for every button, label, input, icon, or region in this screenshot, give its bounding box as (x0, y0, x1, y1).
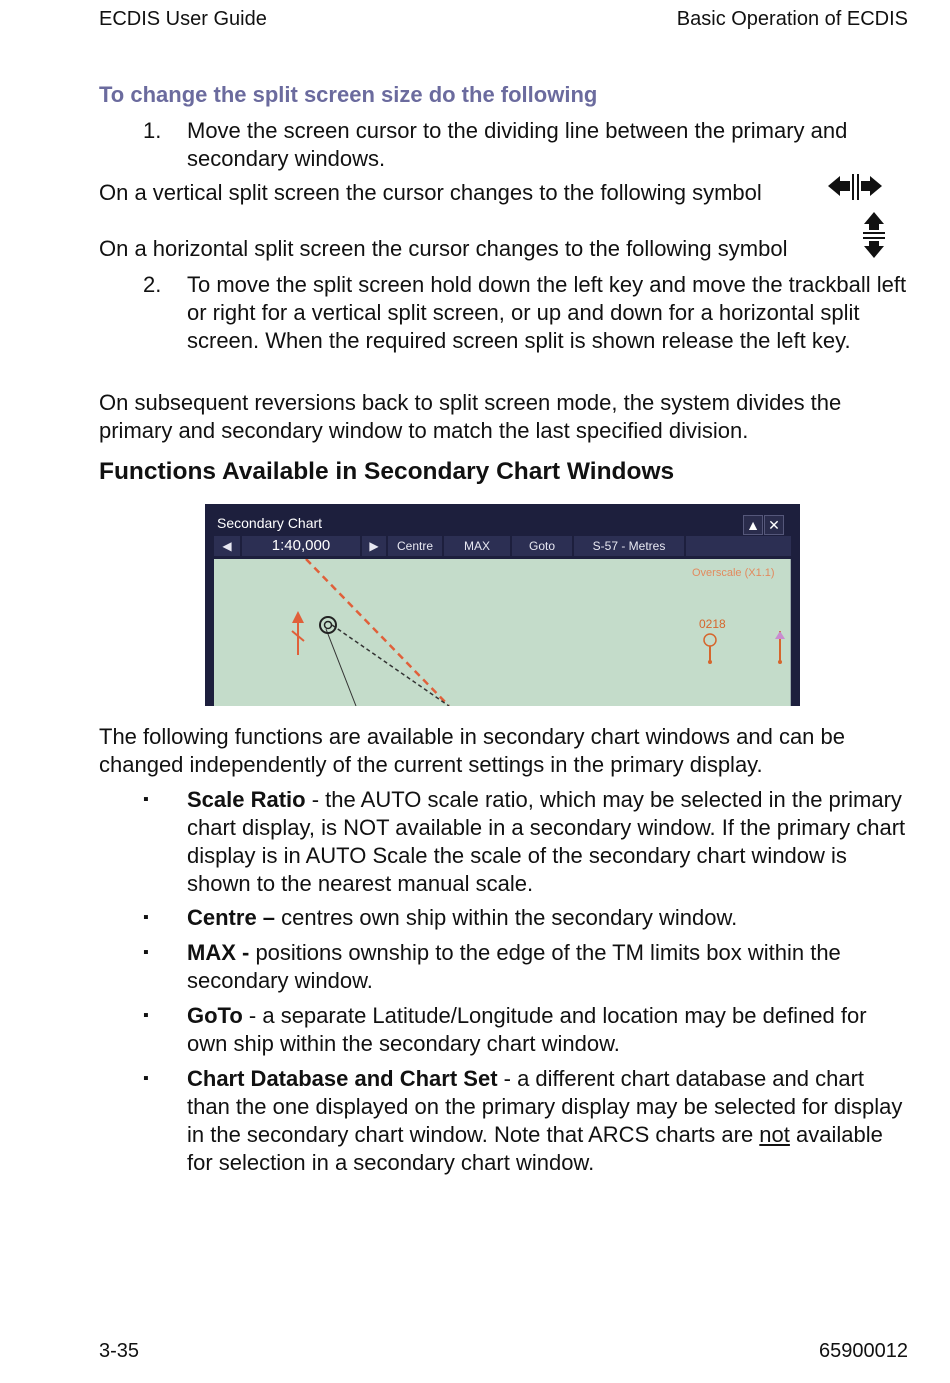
overscale-indicator: Overscale (X1.1) (692, 567, 775, 579)
footer-page-number: 3-35 (99, 1340, 140, 1362)
chart-map-drawing (214, 559, 791, 706)
secondary-chart-screenshot (205, 504, 800, 706)
subsequent-reversion-text: On subsequent reversions back to split screen mode, the system divides the primary and secondary window to match the last specified division. (99, 390, 842, 443)
vertical-split-cursor-icon (828, 172, 884, 202)
bullet-term: Scale Ratio (187, 787, 306, 812)
secondary-chart-title: Secondary Chart (217, 515, 323, 531)
chart-close-button[interactable]: ✕ (764, 515, 784, 535)
horizontal-split-cursor-icon (862, 212, 886, 258)
chart-up-button[interactable]: ▲ (743, 515, 763, 535)
bullet-text (187, 939, 912, 995)
bullet-term: GoTo (187, 1003, 243, 1028)
bullet-desc: centres own ship within the secondary window. (275, 905, 738, 930)
max-button[interactable]: MAX (444, 536, 510, 556)
header-guide-title: ECDIS User Guide (99, 8, 267, 30)
bullet-text (187, 1002, 912, 1058)
bullet-desc-a: - a different chart database and chart than the one displayed on the primary display may be selected for display in the secondary chart window. Note that ARCS charts are (187, 1066, 903, 1147)
buoy-label: 0218 (699, 617, 726, 631)
step-1-text: Move the screen cursor to the dividing line between the primary and secondary windows. (187, 118, 848, 171)
bullet-desc: - the AUTO scale ratio, which may be selected in the primary chart display, is NOT available in a secondary window. If the primary chart display is in AUTO Scale the scale of the secondary chart window is shown to the nearest manual scale. (187, 787, 906, 896)
centre-button[interactable]: Centre (388, 536, 442, 556)
bullet-desc: - a separate Latitude/Longitude and location may be defined for own ship within the secondary chart window. (187, 1003, 867, 1056)
bullet-term: Chart Database and Chart Set (187, 1066, 498, 1091)
bullet-marker: ▪ (143, 944, 149, 961)
bullet-term: Centre – (187, 905, 276, 930)
horizontal-split-text: On a horizontal split screen the cursor changes to the following symbol (99, 236, 788, 261)
scale-display: 1:40,000 (242, 536, 360, 556)
bullet-desc-underline: not (759, 1122, 790, 1147)
scale-next-button[interactable]: ▶ (362, 536, 386, 556)
bullet-text (187, 1065, 912, 1177)
toolbar-spacer (686, 536, 791, 556)
vertical-split-text: On a vertical split screen the cursor changes to the following symbol (99, 180, 762, 205)
bullet-text (187, 904, 912, 932)
functions-heading: Functions Available in Secondary Chart Windows (99, 458, 675, 485)
bullet-marker: ▪ (143, 791, 149, 808)
footer-doc-number: 65900012 (819, 1340, 908, 1362)
step-2-text: To move the split screen hold down the left key and move the trackball left or right for a vertical split screen, or up and down for a horizontal split screen. When the required screen split is shown release the left key. (187, 272, 907, 353)
bullet-desc: positions ownship to the edge of the TM limits box within the secondary window. (187, 940, 841, 993)
bullet-marker: ▪ (143, 1007, 149, 1024)
bullet-text (187, 786, 912, 898)
bullet-marker: ▪ (143, 1070, 149, 1087)
units-button[interactable]: S-57 - Metres (574, 536, 684, 556)
goto-button[interactable]: Goto (512, 536, 572, 556)
functions-intro: The following functions are available in secondary chart windows and can be changed independently of the current settings in the primary display. (99, 724, 845, 777)
bullet-term: MAX - (187, 940, 250, 965)
scale-prev-button[interactable]: ◀ (214, 536, 240, 556)
step-1-number: 1. (143, 118, 162, 143)
step-2-number: 2. (143, 272, 162, 297)
header-section-title: Basic Operation of ECDIS (676, 8, 908, 30)
split-screen-subheading: To change the split screen size do the following (99, 82, 598, 107)
bullet-marker: ▪ (143, 909, 149, 926)
bullet-desc-b: available for selection in a secondary chart window. (187, 1122, 883, 1175)
chart-map-area[interactable] (214, 559, 791, 706)
